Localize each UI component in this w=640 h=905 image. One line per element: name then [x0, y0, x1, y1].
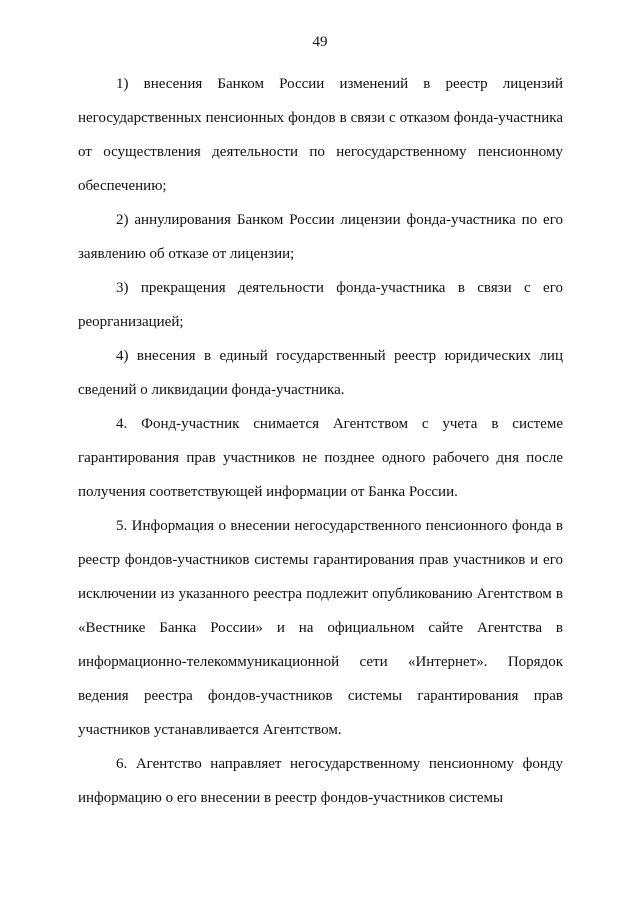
page-number: 49: [312, 34, 328, 50]
paragraph-clause-6: 6. Агентство направляет негосударственному пенсионному фонду информацию о его внесении в реестр фондов-участников системы: [78, 756, 563, 806]
paragraph-clause-4: 4. Фонд-участник снимается Агентством с учета в системе гарантирования прав участников не позднее одного рабочего дня после получения соответствующей информации от Банка России.: [78, 416, 563, 500]
paragraph-item-2: 2) аннулирования Банком России лицензии фонда-участника по его заявлению об отказе от лицензии;: [78, 212, 563, 262]
paragraph-clause-5: 5. Информация о внесении негосударственного пенсионного фонда в реестр фондов-участников системы гарантирования прав участников и его исключении из указанного реестра подлежит опубликованию Агентством в «Вестнике Банка России» и на официальном сайте Агентства в информационно-телекоммуникационной сети «Интернет». Порядок ведения реестра фондов-участников системы гарантирования прав участников устанавливается Агентством.: [78, 518, 563, 738]
paragraph-item-3: 3) прекращения деятельности фонда-участника в связи с его реорганизацией;: [78, 280, 563, 330]
document-body: [78, 67, 563, 815]
paragraph-item-1: 1) внесения Банком России изменений в реестр лицензий негосударственных пенсионных фондов в связи с отказом фонда-участника от осуществления деятельности по негосударственному пенсионному обеспечению;: [78, 76, 563, 194]
paragraph-item-4: 4) внесения в единый государственный реестр юридических лиц сведений о ликвидации фонда-участника.: [78, 348, 563, 398]
